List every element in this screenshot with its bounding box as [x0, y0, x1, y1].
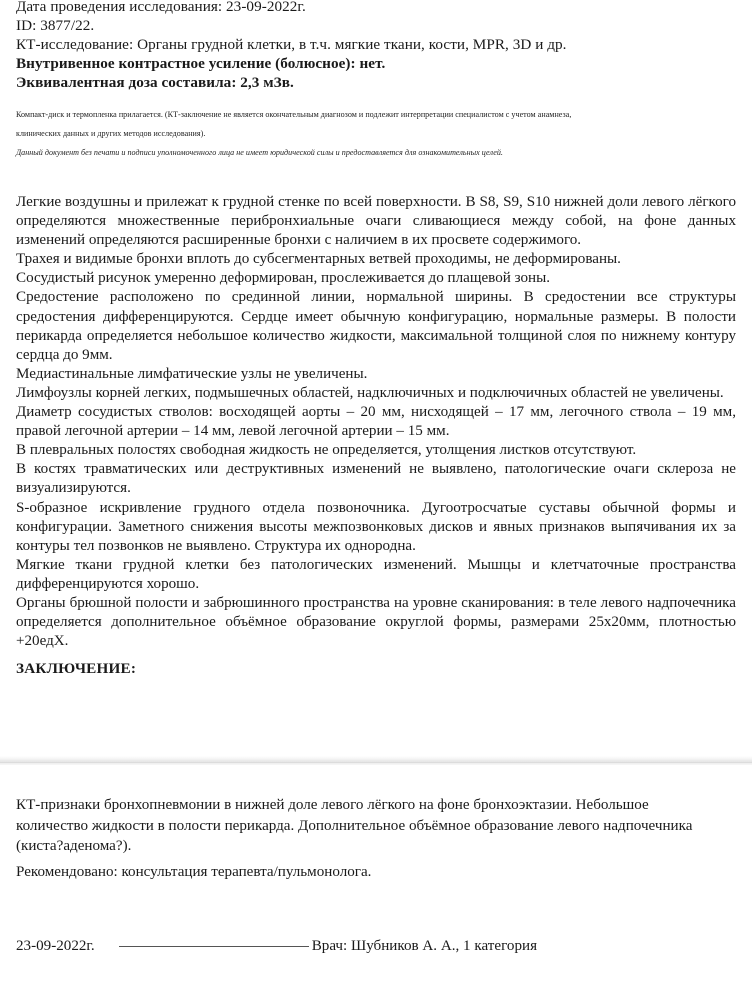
header-contrast: Внутривенное контрастное усиление (болюсное): нет.: [16, 55, 386, 72]
header-dose: Эквивалентная доза составила: 2,3 мЗв.: [16, 74, 294, 91]
conclusion-heading: ЗАКЛЮЧЕНИЕ:: [16, 660, 137, 677]
conclusion-text: КТ-признаки бронхопневмонии в нижней доле левого лёгкого на фоне бронхоэктазии. Небольшое количество жидкости в полости перикарда. Дополнительное объёмное образование левого надпочечника (киста?аденома?).: [16, 797, 693, 854]
findings-paragraph: Медиастинальные лимфатические узлы не увеличены.: [16, 365, 368, 382]
page-break-rule: [0, 762, 752, 763]
findings-paragraph: Трахея и видимые бронхи вплоть до субсегментарных ветвей проходимы, не деформированы.: [16, 251, 621, 268]
signature-date: 23-09-2022г.: [16, 938, 95, 954]
findings-paragraph: S-образное искривление грудного отдела позвоночника. Дугоотросчатые суставы обычной формы и конфигурации. Заметного снижения высоты межпозвонковых дисков и явных признаков выпячивания их за контуры тел позвонков не выявлено. Структура их однородна.: [16, 499, 736, 554]
report-header: [16, 0, 736, 92]
signature-line: [119, 945, 309, 947]
header-study-date: Дата проведения исследования: 23-09-2022г.: [16, 0, 306, 15]
conclusion-body: [16, 795, 716, 857]
findings-paragraph: Сосудистый рисунок умеренно деформирован, прослеживается до плащевой зоны.: [16, 270, 551, 287]
findings-paragraph: В плевральных полостях свободная жидкость не определяется, утолщения листков отсутствуют.: [16, 442, 637, 459]
header-study-id: ID: 3877/22.: [16, 17, 95, 34]
disclaimer-legal-notice: Данный документ без печати и подписи уполномоченного лица не имеет юридической силы и предоставляется для ознакомительных целей.: [16, 148, 503, 157]
findings-paragraph: Средостение расположено по срединной линии, нормальной ширины. В средостении все структуры средостения дифференцируются. Сердце имеет обычную конфигурацию, нормальные размеры. В полости перикарда определяется небольшое количество жидкости, максимальной толщиной слоя по нижнему контуру сердца до 9мм.: [16, 289, 736, 363]
findings-paragraph: Легкие воздушны и прилежат к грудной стенке по всей поверхности. В S8, S9, S10 нижней доли левого лёгкого определяются множественные перибронхиальные очаги сливающиеся между собой, на фоне данных изменений определяются расширенные бронхи с наличием в их просвете содержимого.: [16, 194, 736, 249]
signature-row: [16, 936, 736, 956]
findings-body: [16, 193, 736, 651]
conclusion-recommendation: Рекомендовано: консультация терапевта/пульмонолога.: [16, 864, 372, 880]
disclaimer-block: [16, 105, 738, 162]
findings-paragraph: Мягкие ткани грудной клетки без патологических изменений. Мышцы и клетчаточные пространства дифференцируются хорошо.: [16, 556, 736, 592]
findings-paragraph: Лимфоузлы корней легких, подмышечных областей, надключичных и подключичных областей не увеличены.: [16, 384, 724, 401]
findings-paragraph: Органы брюшной полости и забрюшинного пространства на уровне сканирования: в теле левого надпочечника определяется дополнительное объёмное образование округлой формы, размерами 25х20мм, плотностью +20едХ.: [16, 594, 736, 650]
header-study-name: КТ-исследование: Органы грудной клетки, в т.ч. мягкие ткани, кости, MPR, 3D и др.: [16, 36, 567, 53]
findings-paragraph: В костях травматических или деструктивных изменений не выявлено, патологические очаги склероза не визуализируются.: [16, 461, 736, 497]
disclaimer-line-1: Компакт-диск и термопленка прилагается. (КТ-заключение не является окончательным диагнозом и подлежит интерпретации специалистом с учетом анамнеза,: [16, 110, 572, 119]
disclaimer-line-2: клинических данных и других методов исследования).: [16, 129, 206, 138]
findings-paragraph: Диаметр сосудистых стволов: восходящей аорты – 20 мм, нисходящей – 17 мм, легочного ствола – 19 мм, правой легочной артерии – 14 мм, левой легочной артерии – 15 мм.: [16, 404, 736, 440]
signature-doctor: Врач: Шубников А. А., 1 категория: [311, 938, 538, 954]
page-break-band: [0, 756, 752, 765]
